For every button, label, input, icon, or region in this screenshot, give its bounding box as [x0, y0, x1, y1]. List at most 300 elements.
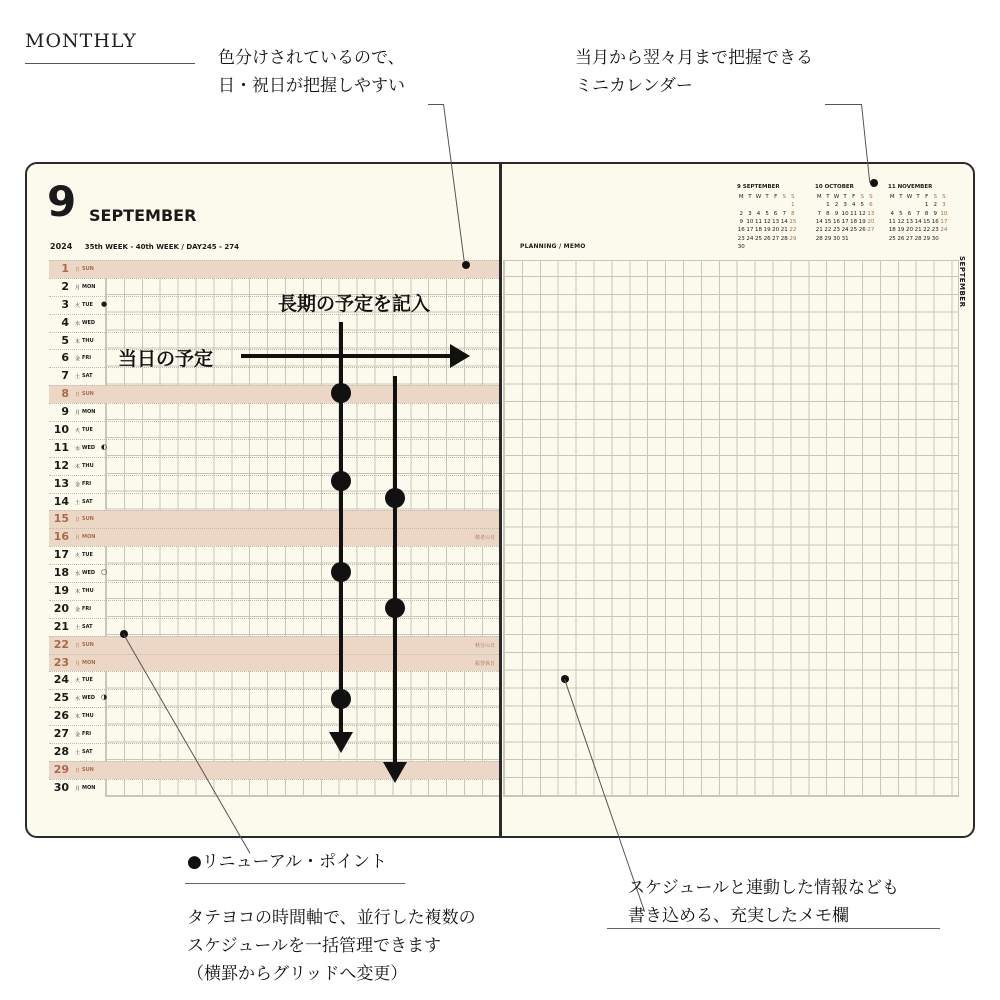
mini-calendar-date	[897, 201, 906, 209]
mini-calendar-date: 23	[737, 235, 745, 242]
mini-calendar-date: 27	[772, 235, 780, 242]
mini-calendar-date: 27	[905, 235, 913, 242]
mini-calendar-date: 6	[773, 210, 778, 217]
mini-calendar-weekday: S	[860, 194, 865, 201]
mini-calendar-date	[905, 201, 914, 209]
mini-calendar-date: 21	[815, 227, 823, 234]
mini-calendar-date	[940, 234, 949, 242]
day-number: 12	[53, 458, 69, 472]
day-number: 3	[61, 297, 69, 311]
mini-calendar-weekday: T	[916, 194, 920, 201]
day-of-week: MON	[82, 283, 96, 290]
mini-calendar-date: 6	[869, 202, 873, 209]
section-label-underline	[25, 63, 195, 64]
day-of-week: FRI	[82, 355, 92, 362]
day-row	[49, 707, 499, 725]
second-arrow-head	[383, 762, 407, 783]
mini-calendar-weekday: W	[833, 194, 840, 201]
mini-calendar-date	[746, 201, 755, 209]
day-of-week: SAT	[82, 749, 93, 756]
holiday-label: 敬老の日	[474, 535, 495, 542]
day-number: 7	[61, 369, 69, 383]
day-number: 9	[61, 405, 69, 419]
mini-calendar-date	[867, 234, 876, 242]
day-of-week: SAT	[82, 373, 93, 380]
mini-calendar-weekday: T	[765, 194, 769, 201]
renewal-title-underline	[185, 883, 405, 884]
day-row	[49, 475, 499, 493]
day-row	[49, 349, 499, 367]
mini-calendar-date: 8	[924, 210, 929, 217]
mini-calendar-weekday: S	[791, 194, 795, 201]
day-row	[49, 510, 499, 528]
mini-calendar-weekday: T	[748, 194, 752, 201]
mini-calendar-date: 22	[824, 227, 832, 234]
mini-calendar-date: 11	[754, 219, 762, 226]
mini-calendar-date: 9	[834, 210, 839, 217]
long-term-arrow-head	[329, 732, 353, 753]
mini-calendar-date: 28	[914, 235, 922, 242]
day-kanji: 土	[75, 499, 81, 506]
day-number: 4	[61, 315, 69, 329]
mini-calendar-weekday: M	[816, 194, 822, 201]
mini-calendar-weekday: M	[738, 194, 744, 201]
mini-calendar-date	[780, 201, 789, 209]
day-row	[49, 564, 499, 582]
mini-calendar-date: 10	[940, 210, 948, 217]
day-kanji: 水	[75, 696, 81, 703]
mini-calendar-date: 30	[737, 243, 745, 250]
year-week-info	[50, 242, 239, 251]
moon-phase-icon: ○	[101, 568, 108, 577]
schedule-dot	[331, 471, 351, 491]
today-arrow-shaft	[241, 354, 453, 358]
mini-calendar-date: 17	[841, 219, 849, 226]
day-row	[49, 260, 499, 278]
mini-calendar-date	[763, 201, 772, 209]
mini-calendar-weekday: S	[869, 194, 873, 201]
day-row	[49, 296, 499, 314]
day-kanji: 日	[75, 642, 81, 649]
day-row	[49, 600, 499, 618]
callout-mini-calendar: 当月から翌々月まで把握できる ミニカレンダー	[575, 48, 813, 96]
day-kanji: 月	[75, 785, 81, 792]
day-kanji: 水	[75, 445, 81, 452]
day-of-week: SUN	[82, 766, 94, 773]
mini-calendar-date: 7	[817, 210, 822, 217]
mini-calendar-date: 19	[897, 227, 905, 234]
mini-calendar-date: 20	[867, 219, 875, 226]
mini-calendar-date	[789, 243, 798, 251]
week-info: 35th WEEK - 40th WEEK / DAY245 - 274	[84, 243, 239, 251]
mini-calendar-date: 13	[867, 210, 875, 217]
day-kanji: 金	[75, 481, 81, 488]
day-number: 27	[53, 727, 69, 741]
day-kanji: 金	[75, 356, 81, 363]
mini-calendar-date: 14	[815, 219, 823, 226]
renewal-point-title: ●リニューアル・ポイント	[187, 852, 387, 872]
mini-calendar-date: 16	[737, 227, 745, 234]
memo-callout-underline	[607, 928, 940, 929]
mini-calendar-date: 11	[850, 210, 858, 217]
mini-calendar-title: 9 SEPTEMBER	[737, 184, 780, 190]
day-number: 8	[61, 387, 69, 401]
day-kanji: 木	[75, 463, 81, 470]
day-of-week: TUE	[82, 301, 93, 308]
mini-calendar-weekday: T	[899, 194, 903, 201]
mini-calendar	[815, 184, 875, 243]
mini-calendar-date: 21	[780, 227, 788, 234]
moon-phase-icon: ●	[101, 299, 108, 308]
day-kanji: 土	[75, 374, 81, 381]
day-kanji: 日	[75, 267, 81, 273]
mini-calendar-date: 24	[940, 227, 948, 234]
mini-calendar-date	[754, 201, 763, 209]
day-row	[49, 636, 499, 654]
leader-line	[428, 104, 444, 105]
day-of-week: THU	[82, 337, 94, 344]
today-label: 当日の予定	[118, 348, 214, 370]
mini-calendar-weekday: F	[774, 194, 778, 201]
day-kanji: 火	[75, 302, 81, 309]
mini-calendar	[737, 184, 797, 251]
day-of-week: SAT	[82, 498, 93, 505]
mini-calendar-date: 29	[923, 235, 931, 242]
mini-calendar-date: 7	[916, 210, 920, 217]
mini-calendar-date: 26	[858, 227, 866, 234]
mini-calendar	[888, 184, 948, 243]
day-row	[49, 528, 499, 546]
mini-calendar-date: 24	[841, 227, 849, 234]
mini-calendar-date: 5	[899, 210, 903, 217]
day-number: 6	[61, 351, 69, 365]
mini-calendar-weekday: M	[889, 194, 895, 201]
day-of-week: WED	[82, 570, 96, 577]
mini-calendar-date: 15	[923, 219, 931, 226]
mini-calendar-date	[815, 201, 824, 209]
schedule-dot	[331, 689, 351, 709]
mini-calendar-date: 28	[780, 235, 788, 242]
mini-calendar-weekday: S	[933, 194, 938, 201]
mini-calendar-date: 3	[942, 202, 946, 209]
mini-calendar-date: 23	[931, 227, 939, 234]
mini-calendar-date: 19	[763, 227, 771, 234]
day-number: 22	[53, 637, 69, 651]
mini-calendar-date: 28	[815, 235, 823, 242]
mini-calendar-date: 26	[897, 235, 905, 242]
day-row	[49, 332, 499, 350]
day-kanji: 火	[75, 553, 81, 560]
day-number: 17	[53, 548, 69, 562]
memo-grid	[503, 260, 959, 797]
day-row	[49, 761, 499, 779]
day-of-week: TUE	[82, 427, 93, 434]
day-of-week: FRI	[82, 731, 92, 738]
mini-calendar-date: 9	[933, 210, 938, 217]
mini-calendar-weekday: W	[906, 194, 913, 201]
day-of-week: TUE	[82, 677, 93, 684]
day-list	[49, 260, 499, 797]
day-number: 24	[53, 673, 69, 687]
day-kanji: 月	[75, 535, 81, 542]
day-kanji: 月	[75, 660, 81, 667]
day-number: 25	[53, 691, 69, 705]
mini-calendar-date: 29	[789, 235, 797, 242]
mini-calendar-date: 26	[763, 235, 771, 242]
day-number: 1	[61, 262, 69, 275]
today-arrow-head	[450, 344, 470, 368]
mini-calendar-date: 18	[850, 219, 858, 226]
mini-calendar-date: 29	[824, 235, 832, 242]
month-number: 9	[47, 177, 77, 226]
day-number: 19	[53, 584, 69, 598]
day-number: 14	[53, 494, 69, 508]
mini-calendar-date: 12	[858, 210, 866, 217]
holiday-label: 秋分の日	[474, 642, 495, 649]
day-number: 15	[53, 512, 69, 526]
mini-calendar-date: 21	[914, 227, 922, 234]
mini-calendar-date	[746, 243, 755, 251]
mini-calendar-date: 7	[782, 210, 787, 217]
mini-calendar-date	[849, 234, 858, 242]
mini-calendar-date	[754, 243, 763, 251]
mini-calendar-date: 31	[841, 235, 849, 242]
mini-calendar-weekday: W	[755, 194, 762, 201]
day-of-week: FRI	[82, 605, 92, 612]
day-of-week: THU	[82, 713, 94, 720]
day-row	[49, 278, 499, 296]
schedule-dot	[385, 598, 405, 618]
mini-calendar-date	[763, 243, 772, 251]
day-number: 16	[53, 530, 69, 544]
day-number: 13	[53, 476, 69, 490]
mini-calendar-date: 13	[905, 219, 913, 226]
mini-calendar-date: 15	[789, 219, 797, 226]
day-number: 23	[53, 655, 69, 669]
mini-calendar-weekday: T	[826, 194, 830, 201]
day-row	[49, 439, 499, 457]
mini-calendar-date: 20	[772, 227, 780, 234]
mini-calendar-date: 30	[832, 235, 840, 242]
long-term-label: 長期の予定を記入	[278, 293, 431, 315]
mini-calendar-date: 17	[746, 227, 754, 234]
day-number: 26	[53, 709, 69, 723]
day-row	[49, 725, 499, 743]
mini-calendar-date: 10	[746, 219, 754, 226]
mini-calendar-date: 2	[834, 202, 839, 209]
mini-calendar-date: 15	[824, 219, 832, 226]
side-month-tab: SEPTEMBER	[958, 256, 966, 308]
callout-color-coded-days: 色分けされているので、 日・祝日が把握しやすい	[218, 48, 405, 96]
day-kanji: 水	[75, 571, 81, 578]
day-row	[49, 779, 499, 797]
mini-calendar-date: 4	[890, 210, 895, 217]
mini-calendar-date: 25	[850, 227, 858, 234]
mini-calendar-date: 2	[739, 210, 744, 217]
mini-calendar-weekday: T	[843, 194, 847, 201]
day-row	[49, 457, 499, 475]
mini-calendar-date: 14	[914, 219, 922, 226]
mini-calendar-date	[771, 243, 780, 251]
mini-calendar-date: 18	[888, 227, 896, 234]
day-row	[49, 582, 499, 600]
day-kanji: 火	[75, 428, 81, 435]
day-number: 18	[53, 566, 69, 580]
mini-calendar-date: 16	[931, 219, 939, 226]
month-name: SEPTEMBER	[89, 206, 197, 225]
day-kanji: 木	[75, 589, 81, 596]
mini-calendar-date: 25	[888, 235, 896, 242]
mini-calendar-weekday: S	[942, 194, 946, 201]
mini-calendar-date: 19	[858, 219, 866, 226]
day-of-week: WED	[82, 444, 96, 451]
day-kanji: 土	[75, 624, 81, 631]
mini-calendar-date: 27	[867, 227, 875, 234]
day-number: 21	[53, 619, 69, 633]
mini-calendar-date	[780, 243, 789, 251]
mini-calendar-date	[888, 201, 897, 209]
day-number: 10	[53, 423, 69, 437]
day-number: 28	[53, 745, 69, 759]
day-kanji: 木	[75, 714, 81, 721]
mini-calendar-date: 17	[940, 219, 948, 226]
day-of-week: MON	[82, 409, 96, 416]
mini-calendar-date: 25	[754, 235, 762, 242]
mini-calendar-date: 5	[765, 210, 769, 217]
mini-calendar-date	[858, 234, 867, 242]
mini-calendar-date: 20	[905, 227, 913, 234]
day-row	[49, 689, 499, 707]
section-label: MONTHLY	[25, 30, 137, 52]
day-of-week: SUN	[82, 391, 94, 398]
day-kanji: 月	[75, 284, 81, 291]
mini-calendar-date: 1	[791, 202, 795, 209]
mini-calendar-date: 8	[826, 210, 830, 217]
mini-calendar-date: 12	[897, 219, 905, 226]
mini-calendar-date: 2	[933, 202, 938, 209]
leader-line	[825, 104, 862, 105]
mini-calendar-date: 1	[826, 202, 830, 209]
moon-phase-icon: ◐	[101, 442, 108, 451]
mini-calendar-date: 14	[780, 219, 788, 226]
day-row	[49, 546, 499, 564]
mini-calendar-weekday: F	[852, 194, 856, 201]
mini-calendar-date: 22	[923, 227, 931, 234]
mini-calendar-date	[914, 201, 923, 209]
day-of-week: SUN	[82, 266, 94, 272]
day-of-week: MON	[82, 534, 96, 541]
day-kanji: 日	[75, 517, 81, 524]
mini-calendar-date: 30	[931, 235, 939, 242]
schedule-dot	[331, 562, 351, 582]
second-arrow-shaft	[393, 376, 397, 763]
day-kanji: 金	[75, 606, 81, 613]
day-row	[49, 654, 499, 672]
callout-memo-area: スケジュールと連動した情報なども 書き込める、充実したメモ欄	[628, 878, 899, 926]
day-of-week: WED	[82, 319, 96, 326]
mini-calendar-date: 22	[789, 227, 797, 234]
day-of-week: SUN	[82, 641, 94, 648]
day-of-week: TUE	[82, 552, 93, 559]
day-of-week: MON	[82, 784, 96, 791]
mini-calendar-date: 12	[763, 219, 771, 226]
planning-memo-label: PLANNING / MEMO	[520, 243, 586, 250]
mini-calendar-date: 18	[754, 227, 762, 234]
day-of-week: SUN	[82, 516, 94, 523]
mini-calendar-date: 9	[739, 219, 744, 226]
notebook-spine	[499, 164, 502, 836]
mini-calendar-date	[737, 201, 746, 209]
day-number: 5	[61, 333, 69, 347]
mini-calendar-date: 24	[746, 235, 754, 242]
day-row	[49, 743, 499, 761]
mini-calendar-date: 5	[860, 202, 865, 209]
notebook-spread	[25, 162, 975, 838]
day-kanji: 日	[75, 767, 81, 774]
day-row	[49, 618, 499, 636]
day-row	[49, 314, 499, 332]
day-of-week: WED	[82, 695, 96, 702]
day-of-week: THU	[82, 588, 94, 595]
mini-calendar-date: 4	[756, 210, 761, 217]
day-kanji: 月	[75, 410, 81, 417]
schedule-dot	[385, 488, 405, 508]
day-of-week: MON	[82, 659, 96, 666]
day-number: 30	[53, 780, 69, 794]
day-row	[49, 403, 499, 421]
day-kanji: 土	[75, 750, 81, 757]
mini-calendar-title: 10 OCTOBER	[815, 184, 854, 190]
day-of-week: FRI	[82, 480, 92, 487]
day-kanji: 金	[75, 732, 81, 739]
mini-calendar-date: 10	[841, 210, 849, 217]
day-kanji: 火	[75, 678, 81, 685]
day-kanji: 日	[75, 392, 81, 399]
mini-calendar-date: 11	[888, 219, 896, 226]
day-row	[49, 421, 499, 439]
mini-calendar-date: 13	[772, 219, 780, 226]
day-number: 29	[53, 762, 69, 776]
mini-calendar-date: 1	[924, 202, 929, 209]
day-kanji: 水	[75, 320, 81, 327]
marker-dot	[462, 261, 470, 269]
day-of-week: THU	[82, 462, 94, 469]
mini-calendar-title: 11 NOVEMBER	[888, 184, 933, 190]
renewal-point-body: タテヨコの時間軸で、並行した複数の スケジュールを一括管理できます （横罫からグリッドへ変更）	[187, 908, 476, 984]
mini-calendar-date: 4	[851, 202, 856, 209]
holiday-label: 振替休日	[474, 660, 495, 667]
day-row	[49, 493, 499, 511]
day-row	[49, 367, 499, 385]
moon-phase-icon: ◑	[101, 693, 108, 702]
day-kanji: 木	[75, 338, 81, 345]
mini-calendar-date: 23	[832, 227, 840, 234]
year-label: 2024	[50, 242, 73, 251]
day-row	[49, 385, 499, 403]
mini-calendar-date: 16	[832, 219, 840, 226]
mini-calendar-weekday: S	[782, 194, 787, 201]
mini-calendar-weekday: F	[925, 194, 929, 201]
schedule-dot	[331, 383, 351, 403]
mini-calendar-date: 3	[843, 202, 847, 209]
mini-calendar-date: 8	[791, 210, 795, 217]
mini-calendar-date	[771, 201, 780, 209]
day-row	[49, 671, 499, 689]
mini-calendar-date: 6	[907, 210, 912, 217]
day-of-week: SAT	[82, 623, 93, 630]
day-number: 11	[53, 440, 69, 454]
marker-dot	[870, 179, 878, 187]
